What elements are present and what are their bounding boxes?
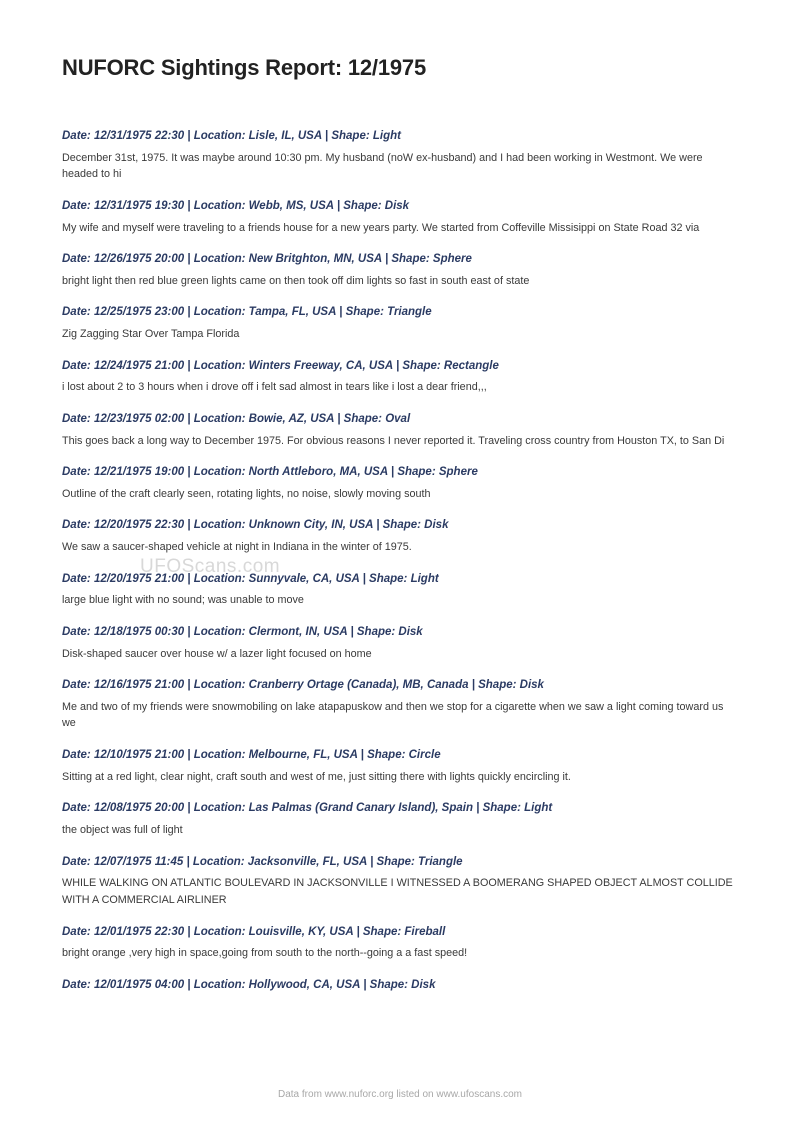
list-item	[62, 518, 738, 555]
sighting-header: Date: 12/25/1975 23:00 | Location: Tampa, FL, USA | Shape: Triangle	[62, 306, 432, 319]
watermark: UFOScans.com	[140, 556, 281, 577]
sighting-body: Zig Zagging Star Over Tampa Florida	[62, 328, 240, 340]
sighting-header: Date: 12/01/1975 22:30 | Location: Louisville, KY, USA | Shape: Fireball	[62, 925, 446, 938]
sighting-body: Outline of the craft clearly seen, rotating lights, no noise, slowly moving south	[62, 487, 431, 500]
sighting-header: Date: 12/08/1975 20:00 | Location: Las Palmas (Grand Canary Island), Spain | Shape: Light	[62, 802, 553, 815]
sighting-body: We saw a saucer-shaped vehicle at night in Indiana in the winter of 1975.	[62, 541, 412, 553]
list-item	[62, 801, 738, 838]
sighting-body: December 31st, 1975. It was maybe around 10:30 pm. My husband (noW ex-husband) and I had been working in Westmont. We were headed to hi	[62, 151, 703, 181]
sighting-body: Disk-shaped saucer over house w/ a lazer light focused on home	[62, 647, 372, 660]
sighting-body: i lost about 2 to 3 hours when i drove off i felt sad almost in tears like i lost a dear friend,,,	[62, 381, 487, 394]
sighting-body: WHILE WALKING ON ATLANTIC BOULEVARD IN JACKSONVILLE I WITNESSED A BOOMERANG SHAPED OBJECT ALMOST COLLIDE WITH A COMMERCIAL AIRLINER	[62, 877, 733, 906]
sighting-header: Date: 12/23/1975 02:00 | Location: Bowie, AZ, USA | Shape: Oval	[62, 412, 411, 425]
sighting-body: the object was full of light	[62, 823, 183, 836]
sighting-header: Date: 12/31/1975 22:30 | Location: Lisle, IL, USA | Shape: Light	[62, 130, 401, 142]
sighting-body: large blue light with no sound; was unable to move	[62, 594, 304, 607]
sighting-header: Date: 12/01/1975 04:00 | Location: Hollywood, CA, USA | Shape: Disk	[62, 978, 436, 991]
sighting-header: Date: 12/10/1975 21:00 | Location: Melbourne, FL, USA | Shape: Circle	[62, 749, 441, 762]
sighting-header: Date: 12/07/1975 11:45 | Location: Jacksonville, FL, USA | Shape: Triangle	[62, 855, 463, 868]
sighting-header: Date: 12/16/1975 21:00 | Location: Cranberry Ortage (Canada), MB, Canada | Shape: Disk	[62, 679, 544, 692]
list-item	[62, 359, 738, 396]
list-item	[62, 412, 738, 449]
sighting-header: Date: 12/20/1975 22:30 | Location: Unknown City, IN, USA | Shape: Disk	[62, 519, 449, 532]
list-item	[62, 252, 738, 289]
sighting-header: Date: 12/20/1975 21:00 | Location: Sunnyvale, CA, USA | Shape: Light	[62, 572, 439, 585]
list-item	[62, 625, 738, 662]
list-item	[62, 129, 738, 183]
list-item	[62, 925, 738, 962]
sighting-header: Date: 12/31/1975 19:30 | Location: Webb, MS, USA | Shape: Disk	[62, 199, 410, 212]
page-title: NUFORC Sightings Report: 12/1975	[62, 55, 426, 80]
list-item	[62, 855, 738, 909]
sighting-header: Date: 12/26/1975 20:00 | Location: New Britghton, MN, USA | Shape: Sphere	[62, 253, 472, 266]
sighting-body: This goes back a long way to December 1975. For obvious reasons I never reported it. Traveling cross country from Houston TX, to San Di	[62, 434, 725, 447]
sighting-body: bright light then red blue green lights came on then took off dim lights so fast in south east of state	[62, 274, 530, 287]
list-item	[62, 465, 738, 502]
list-item	[62, 305, 738, 342]
list-item	[62, 572, 738, 609]
sighting-body: Me and two of my friends were snowmobiling on lake atapapuskow and then we stop for a cigarette when we saw a light coming toward us we	[62, 700, 724, 730]
sighting-body: Sitting at a red light, clear night, craft south and west of me, just sitting there with lights quickly encircling it.	[62, 770, 571, 783]
list-item	[62, 678, 738, 732]
footer-note: Data from www.nuforc.org listed on www.ufoscans.com	[278, 1089, 522, 1100]
list-item	[62, 748, 738, 785]
sighting-header: Date: 12/18/1975 00:30 | Location: Clermont, IN, USA | Shape: Disk	[62, 625, 423, 638]
sighting-body: bright orange ,very high in space,going from south to the north--going a a fast speed!	[62, 947, 468, 960]
sighting-body: My wife and myself were traveling to a friends house for a new years party. We started from Coffeville Missisippi on State Road 32 via	[62, 221, 700, 234]
list-item	[62, 199, 738, 236]
sighting-header: Date: 12/24/1975 21:00 | Location: Winters Freeway, CA, USA | Shape: Rectangle	[62, 359, 499, 372]
sighting-header: Date: 12/21/1975 19:00 | Location: North Attleboro, MA, USA | Shape: Sphere	[62, 466, 478, 479]
sightings-list	[62, 129, 738, 993]
list-item	[62, 978, 738, 994]
